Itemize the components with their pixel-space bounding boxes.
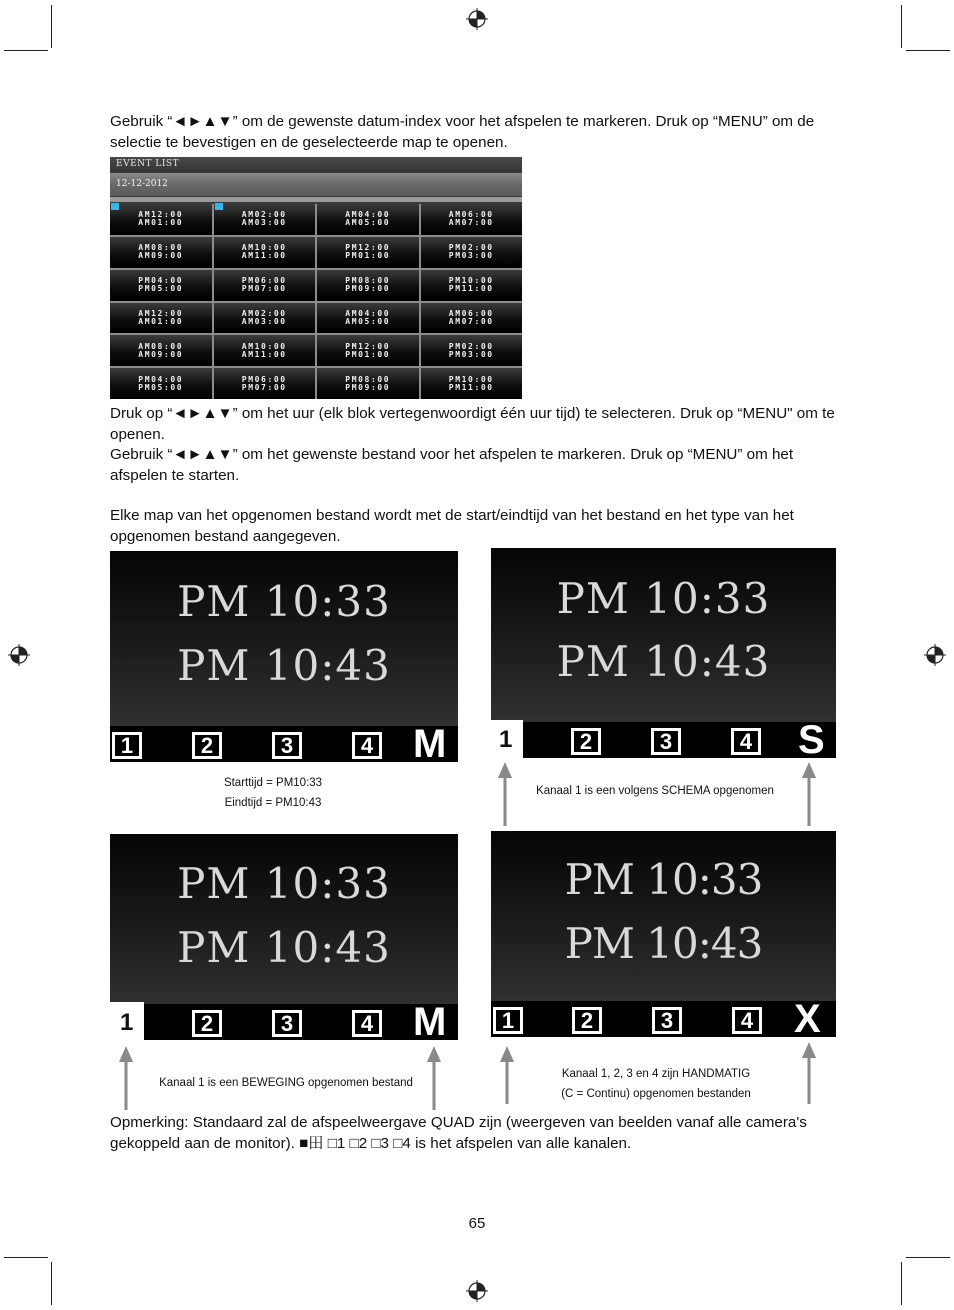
record-panel-manual (491, 831, 836, 1037)
cell-end-time: PM03:00 (448, 349, 494, 359)
end-time: PM 10:43 (556, 637, 771, 686)
event-list-date: 12-12-2012 (110, 173, 522, 196)
schedule-caption: Kanaal 1 is een volgens SCHEMA opgenomen (536, 785, 774, 797)
channel-2-box: 2 (571, 728, 601, 755)
record-type-label: X (794, 997, 821, 1037)
cell-end-time: PM07:00 (241, 382, 287, 392)
channel-4-box: 4 (731, 728, 761, 755)
cell-end-time: PM07:00 (241, 284, 287, 294)
end-time: PM 10:43 (177, 923, 391, 972)
event-hour-cell[interactable] (214, 237, 316, 268)
record-type-label: M (413, 1000, 447, 1040)
cell-start-time: PM06:00 (241, 374, 287, 384)
event-hour-cell[interactable] (110, 368, 212, 399)
cell-end-time: PM11:00 (448, 382, 494, 392)
event-hour-cell[interactable] (317, 303, 419, 334)
cell-start-time: PM10:00 (448, 276, 494, 286)
end-time-caption: Eindtijd = PM10:43 (224, 797, 322, 809)
start-time-caption: Starttijd = PM10:33 (223, 777, 323, 789)
channel-bar (144, 1000, 458, 1040)
cell-end-time: PM09:00 (345, 382, 391, 392)
event-hour-cell[interactable] (421, 368, 523, 399)
channel-bar (491, 997, 836, 1037)
cell-end-time: PM05:00 (138, 284, 184, 294)
crop-mark (4, 50, 48, 51)
event-hour-cell[interactable] (421, 237, 523, 268)
event-list-grid (110, 204, 522, 399)
channel-3-box: 3 (272, 732, 302, 759)
cell-start-time: PM08:00 (345, 374, 391, 384)
event-hour-cell[interactable] (317, 237, 419, 268)
channel-1-box: 1 (112, 732, 142, 759)
channel-4-box: 4 (352, 1010, 382, 1037)
cell-end-time: AM07:00 (448, 218, 494, 228)
registration-mark-icon (466, 8, 488, 30)
cell-start-time: AM12:00 (138, 210, 184, 220)
cell-end-time: PM01:00 (345, 251, 391, 261)
event-hour-cell[interactable] (421, 270, 523, 301)
event-hour-cell[interactable] (421, 204, 523, 235)
cell-end-time: AM01:00 (138, 218, 184, 228)
manual-caption-line-1: Kanaal 1, 2, 3 en 4 zijn HANDMATIG (561, 1068, 751, 1080)
end-time: PM 10:43 (564, 919, 763, 968)
event-hour-cell[interactable] (110, 335, 212, 366)
event-list-divider (110, 197, 522, 202)
crop-mark (906, 1257, 950, 1258)
selection-marker-icon (215, 203, 223, 210)
event-hour-cell[interactable] (110, 237, 212, 268)
channel-3-box: 3 (651, 728, 681, 755)
event-hour-cell[interactable] (214, 303, 316, 334)
manual-caption-line-2: (C = Continu) opgenomen bestanden (561, 1088, 751, 1100)
record-type-label: S (798, 718, 825, 758)
channel-4-box: 4 (352, 732, 382, 759)
cell-end-time: AM03:00 (241, 316, 287, 326)
record-panel-motion-channel (110, 834, 458, 1040)
channel-2-box: 2 (572, 1007, 602, 1034)
event-list-title: EVENT LIST (110, 157, 522, 172)
note-paragraph: Opmerking: Standaard zal de afspeelweergave QUAD zijn (weergeven van beelden vanaf alle camera's gekoppeld aan de monitor). ■田 □1 □2 □3 □4 is het afspelen van alle kanalen. (110, 1114, 807, 1152)
registration-mark-icon (8, 644, 30, 666)
cell-end-time: PM09:00 (345, 284, 391, 294)
crop-mark (901, 1262, 902, 1305)
record-panel-motion (110, 551, 458, 762)
cell-start-time: PM06:00 (241, 276, 287, 286)
event-hour-cell[interactable] (317, 368, 419, 399)
cell-end-time: PM05:00 (138, 382, 184, 392)
cell-end-time: AM03:00 (241, 218, 287, 228)
cell-end-time: AM01:00 (138, 316, 184, 326)
event-hour-cell[interactable] (421, 335, 523, 366)
page-number: 65 (468, 1215, 486, 1232)
crop-mark (51, 5, 52, 48)
channel-2-box: 2 (192, 732, 222, 759)
crop-mark (901, 5, 902, 48)
cell-end-time: AM09:00 (138, 349, 184, 359)
cell-end-time: AM05:00 (345, 316, 391, 326)
cell-end-time: PM01:00 (345, 349, 391, 359)
channel-1-box: 1 (493, 1007, 523, 1034)
start-time: PM 10:33 (177, 577, 391, 626)
event-hour-cell[interactable] (317, 335, 419, 366)
crop-mark (51, 1262, 52, 1305)
channel-bar (523, 718, 836, 758)
start-time: PM 10:33 (556, 574, 771, 623)
record-panel-schedule (491, 548, 836, 758)
cell-start-time: PM02:00 (448, 341, 494, 351)
start-time: PM 10:33 (564, 855, 763, 904)
end-time: PM 10:43 (177, 641, 391, 690)
cell-end-time: PM11:00 (448, 284, 494, 294)
event-hour-cell[interactable] (214, 368, 316, 399)
cell-end-time: AM05:00 (345, 218, 391, 228)
start-time: PM 10:33 (177, 859, 391, 908)
file-instruction: Gebruik “◄►▲▼” om het gewenste bestand voor het afspelen te markeren. Druk op “MENU” om het afspelen te starten. (110, 446, 794, 484)
channel-1-label: 1 (120, 1009, 134, 1036)
cell-end-time: AM11:00 (241, 251, 287, 261)
intro-paragraph: Gebruik “◄►▲▼” om de gewenste datum-index voor het afspelen te markeren. Druk op “MENU” om de selectie te bevestigen en de geselecteerde map te openen. (110, 113, 815, 151)
channel-4-box: 4 (732, 1007, 762, 1034)
cell-end-time: AM09:00 (138, 251, 184, 261)
cell-start-time: AM12:00 (138, 308, 184, 318)
event-hour-cell[interactable] (214, 270, 316, 301)
event-hour-cell[interactable] (214, 335, 316, 366)
cell-start-time: AM10:00 (241, 341, 287, 351)
event-hour-cell[interactable] (110, 270, 212, 301)
motion-caption: Kanaal 1 is een BEWEGING opgenomen bestand (159, 1077, 413, 1089)
hour-instruction: Druk op “◄►▲▼” om het uur (elk blok vertegenwoordigt één uur tijd) te selecteren. Druk op “MENU" om te openen. (110, 405, 835, 443)
event-hour-cell[interactable] (317, 204, 419, 235)
cell-start-time: PM08:00 (345, 276, 391, 286)
cell-start-time: PM02:00 (448, 243, 494, 253)
cell-start-time: AM08:00 (138, 341, 184, 351)
cell-start-time: AM06:00 (448, 210, 494, 220)
arrow-up-icon (119, 1046, 133, 1110)
channel-bar (110, 722, 458, 762)
event-hour-cell[interactable] (110, 303, 212, 334)
cell-start-time: AM04:00 (345, 210, 391, 220)
cell-start-time: AM06:00 (448, 308, 494, 318)
cell-end-time: AM11:00 (241, 349, 287, 359)
channel-3-box: 3 (652, 1007, 682, 1034)
arrow-up-icon (500, 1046, 514, 1104)
channel-2-box: 2 (192, 1010, 222, 1037)
cell-end-time: PM03:00 (448, 251, 494, 261)
cell-start-time: AM02:00 (241, 308, 287, 318)
cell-start-time: AM10:00 (241, 243, 287, 253)
cell-start-time: AM04:00 (345, 308, 391, 318)
channel-1-label: 1 (499, 726, 513, 753)
channel-3-box: 3 (272, 1010, 302, 1037)
event-hour-cell[interactable] (317, 270, 419, 301)
cell-start-time: PM04:00 (138, 276, 184, 286)
selection-marker-icon (111, 203, 119, 210)
arrow-up-icon (802, 1042, 816, 1104)
cell-start-time: AM08:00 (138, 243, 184, 253)
arrow-up-icon (802, 762, 816, 826)
event-hour-cell[interactable] (214, 204, 316, 235)
event-hour-cell[interactable] (421, 303, 523, 334)
cell-start-time: AM02:00 (241, 210, 287, 220)
event-hour-cell[interactable] (110, 204, 212, 235)
crop-mark (4, 1257, 48, 1258)
crop-mark (906, 50, 950, 51)
event-list-screen (110, 157, 522, 399)
registration-mark-icon (466, 1280, 488, 1302)
cell-start-time: PM12:00 (345, 243, 391, 253)
arrow-up-icon (498, 762, 512, 826)
cell-start-time: PM04:00 (138, 374, 184, 384)
cell-start-time: PM10:00 (448, 374, 494, 384)
registration-mark-icon (924, 644, 946, 666)
record-type-label: M (413, 722, 447, 762)
folder-description: Elke map van het opgenomen bestand wordt met de start/eindtijd van het bestand en het type van het opgenomen bestand aangegeven. (110, 507, 794, 545)
cell-start-time: PM12:00 (345, 341, 391, 351)
cell-end-time: AM07:00 (448, 316, 494, 326)
